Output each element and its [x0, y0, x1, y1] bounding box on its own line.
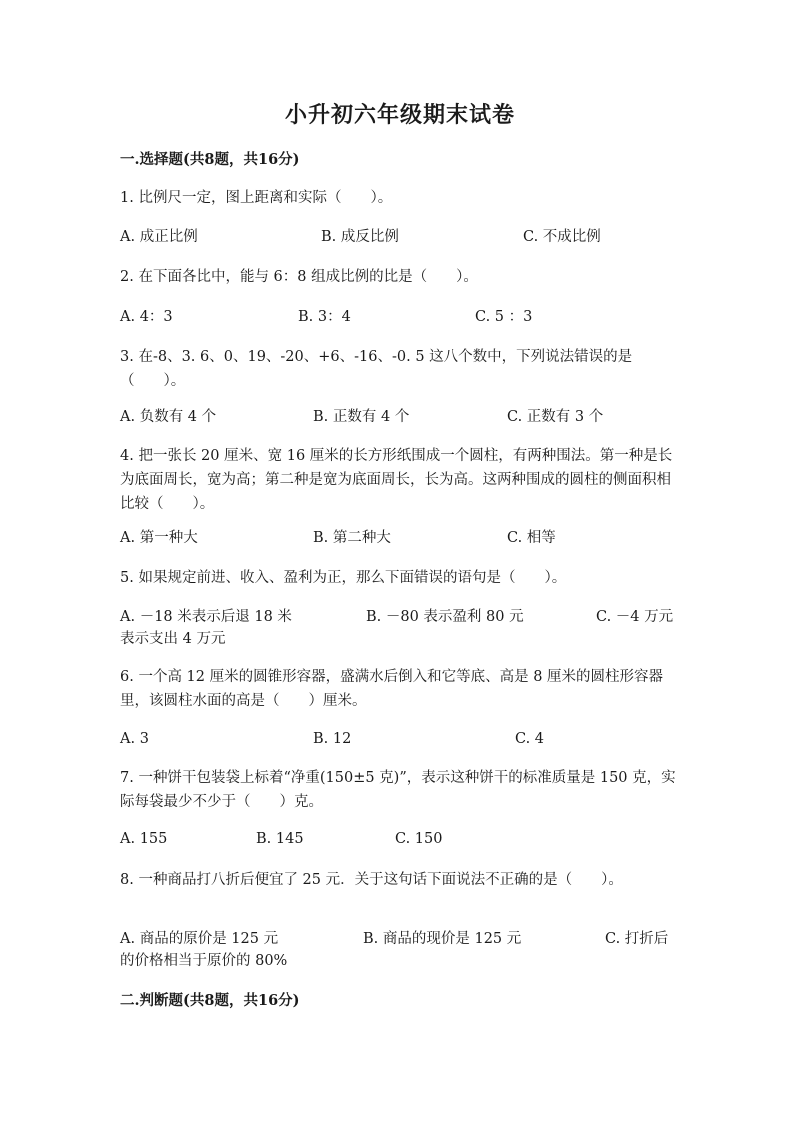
option-a: A. 成正比例	[120, 229, 198, 245]
option-a: A. 负数有 4 个	[120, 409, 217, 425]
question-5-options	[120, 605, 685, 629]
question-6-options	[120, 727, 685, 751]
option-b: B. 正数有 4 个	[313, 409, 410, 425]
question-7-stem: 7. 一种饼干包装袋上标着“净重(150±5 克)”，表示这种饼干的标准质量是 150 克，实际每袋最少不少于（ ）克。	[120, 770, 676, 810]
question-5-stem: 5. 如果规定前进、收入、盈利为正，那么下面错误的语句是（ ）。	[120, 570, 567, 586]
option-c: C. 4	[515, 731, 545, 747]
option-b: B. 145	[256, 831, 304, 847]
section-heading-choice: 一.选择题(共8题，共16分)	[120, 151, 300, 168]
option-b: B. 成反比例	[321, 229, 399, 245]
option-a: A. 商品的原价是 125 元	[120, 931, 279, 947]
option-b: B. －80 表示盈利 80 元	[366, 609, 524, 625]
page-title: 小升初六年级期末试卷	[284, 102, 515, 128]
question-2-stem: 2. 在下面各比中，能与 6：8 组成比例的比是（ ）。	[120, 269, 478, 285]
option-c: C. 150	[395, 831, 443, 847]
option-b: B. 商品的现价是 125 元	[363, 931, 522, 947]
option-b: B. 3：4	[298, 309, 351, 325]
question-6-stem: 6. 一个高 12 厘米的圆锥形容器，盛满水后倒入和它等底、高是 8 厘米的圆柱形容器里，该圆柱水面的高是（ ）厘米。	[120, 669, 664, 709]
option-a: A. 第一种大	[120, 530, 198, 546]
question-5-option-c-continuation: 表示支出 4 万元	[120, 631, 226, 647]
question-2-options	[120, 305, 685, 329]
option-c: C. 相等	[507, 530, 556, 546]
section-heading-true-false: 二.判断题(共8题，共16分)	[120, 992, 300, 1009]
question-7-options	[120, 827, 685, 851]
option-a: A. 4：3	[120, 309, 173, 325]
question-1-options	[120, 225, 685, 249]
option-a: A. 3	[120, 731, 149, 747]
option-a: A. 155	[120, 831, 168, 847]
option-c: C. 5 ：3	[475, 309, 533, 325]
option-b: B. 第二种大	[313, 530, 391, 546]
option-a: A. －18 米表示后退 18 米	[120, 609, 292, 625]
question-3-stem: 3. 在-8、3. 6、0、19、-20、+6、-16、-0. 5 这八个数中，下列说法错误的是（ ）。	[120, 349, 633, 389]
option-c: C. －4 万元	[596, 609, 674, 625]
question-4-options	[120, 526, 685, 550]
option-c: C. 正数有 3 个	[507, 409, 604, 425]
option-c: C. 打折后	[605, 931, 669, 947]
option-b: B. 12	[313, 731, 352, 747]
question-1-stem: 1. 比例尺一定，图上距离和实际（ ）。	[120, 190, 393, 206]
question-4-stem: 4. 把一张长 20 厘米、宽 16 厘米的长方形纸围成一个圆柱，有两种围法。第一种是长为底面周长，宽为高；第二种是宽为底面周长，长为高。这两种围成的圆柱的侧面积相比较（ ）。	[120, 448, 673, 512]
question-8-option-c-continuation: 的价格相当于原价的 80%	[120, 953, 288, 969]
question-3-options	[120, 405, 685, 429]
question-8-options	[120, 927, 685, 951]
option-c: C. 不成比例	[523, 229, 601, 245]
question-8-stem: 8. 一种商品打八折后便宜了 25 元．关于这句话下面说法不正确的是（ ）。	[120, 872, 623, 888]
